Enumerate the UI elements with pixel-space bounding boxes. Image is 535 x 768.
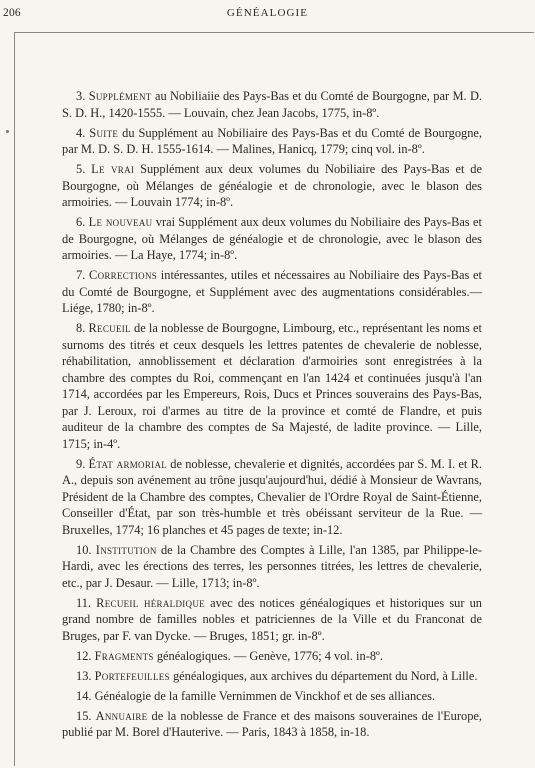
entry-lead: Recueil héraldique: [96, 595, 205, 610]
list-item: [62, 708, 482, 741]
entry-text: de noblesse, chevalerie et dignités, accordées par S. M. I. et R. A., depuis son avénement au trône jusqu'aujourd'hui, dédié à Monsieur de Wavrans, Président de la Chambre des comptes, Chevalier de l'Ordre Royal de Saint-Étienne, Conseiller d'État, par son très-humble et très obéissant serviteur de la Rue. — Bruxelles, 1774; 16 planches et 45 pages de texte; in-12.: [62, 456, 482, 537]
entry-number: 7.: [76, 268, 86, 282]
entry-number: 6.: [76, 215, 86, 229]
list-item: [62, 668, 482, 685]
entry-text: de la Chambre des Comptes à Lille, l'an 1385, par Philippe-le-Hardi, avec les érections des terres, les personnes titrées, les lettres de chevalerie, etc., par J. Desaur. — Lille, 1713; in-8º.: [62, 542, 482, 590]
bibliography-list: [62, 88, 482, 744]
entry-lead: Fragments: [94, 648, 154, 663]
entry-text: Supplément aux deux volumes du Nobiliaire des Pays-Bas et de Bourgogne, où Mélanges de généalogie et de chronologie, avec le blason des armoiries. — Louvain 1774; in-8º.: [62, 162, 482, 209]
entry-number: 11.: [76, 595, 92, 610]
entry-number: 10.: [76, 542, 92, 557]
entry-number: 9.: [76, 456, 86, 471]
entry-lead: Recueil: [88, 321, 131, 335]
list-item: [62, 125, 482, 158]
entry-number: 8.: [76, 321, 86, 335]
entry-lead: Le vrai: [91, 162, 135, 176]
entry-lead: Suite: [89, 125, 119, 140]
entry-lead: Supplément: [88, 89, 152, 103]
page-number: 206: [3, 7, 21, 19]
entry-number: 15.: [76, 708, 92, 723]
entry-lead: Portefeuilles: [94, 668, 170, 683]
list-item: [62, 320, 482, 452]
list-item: [62, 648, 482, 665]
list-item: [62, 161, 482, 211]
entry-text: intéressantes, utiles et nécessaires au Nobiliaire des Pays-Bas et du Comté de Bourgogne, et Supplément avec des augmentations considérables.— Liége, 1780; in-8º.: [62, 268, 482, 315]
list-item: [62, 542, 482, 592]
list-item: [62, 595, 482, 645]
entry-number: 12.: [76, 648, 92, 663]
entry-text: de la noblesse de Bourgogne, Limbourg, etc., représentant les noms et surnoms des titrés et ceux desquels les lettres patentes de chevalerie de noblesse, réhabilitation, annoblissement et déclaration d'armoiries sont enregistrées à la chambre des comptes du Roi, commençant en l'an 1424 et continuées jusqu'à l'an 1714, accordées par les Empereurs, Rois, Ducs et Princes souverains des Pays-Bas, par J. Leroux, roi d'armes au titre de la province et comté de Flandre, et puis auditeur de la chambre des comptes de Sa Majesté, de ladite province. — Lille, 1715; in-4º.: [62, 321, 482, 451]
entry-lead: Annuaire: [95, 708, 148, 723]
list-item: [62, 267, 482, 317]
running-title: GÉNÉALOGIE: [226, 7, 309, 19]
entry-number: 14.: [76, 688, 92, 703]
entry-lead: Le nouveau: [88, 215, 153, 229]
list-item: [62, 88, 482, 121]
entry-lead: Corrections: [89, 268, 158, 282]
list-item: [62, 214, 482, 264]
entry-text: de la noblesse de France et des maisons souveraines de l'Europe, publié par M. Borel d'Hauterive. — Paris, 1843 à 1858, in-18.: [62, 708, 482, 739]
list-item: [62, 456, 482, 539]
margin-mark: [6, 130, 9, 133]
entry-text: généalogiques. — Genève, 1776; 4 vol. in-8º.: [153, 648, 383, 663]
entry-number: 3.: [76, 89, 86, 103]
list-item: [62, 688, 482, 705]
entry-lead: Institution: [95, 542, 157, 557]
entry-text: généalogiques, aux archives du département du Nord, à Lille.: [169, 668, 478, 683]
entry-lead: État armorial: [88, 456, 168, 471]
entry-number: 4.: [76, 125, 86, 140]
page-header: [0, 4, 535, 24]
entry-text: vrai Supplément aux deux volumes du Nobiliaire des Pays-Bas et de Bourgogne, où Mélanges de généalogie et de chronologie, avec le blason des armoiries. — La Haye, 1774; in-8º.: [62, 215, 482, 262]
entry-text: avec des notices généalogiques et historiques sur un grand nombre de familles nobles et patriciennes de la Ville et du Franconat de Bruges, par F. van Dycke. — Bruges, 1851; gr. in-8º.: [62, 595, 482, 643]
entry-number: 5.: [76, 162, 86, 176]
entry-text: au Nobiliaiie des Pays-Bas et du Comté de Bourgogne, par M. D. S. D. H., 1420-1555. — Louvain, chez Jean Jacobs, 1775, in-8º.: [62, 89, 482, 120]
entry-text: du Supplément au Nobiliaire des Pays-Bas et du Comté de Bourgogne, par M. D. S. D. H. 1555-1614. — Malines, Hanicq, 1779; cinq vol. in-8º.: [62, 125, 482, 156]
entry-text: Généalogie de la famille Vernimmen de Vinckhof et de ses alliances.: [94, 688, 436, 703]
entry-number: 13.: [76, 668, 92, 683]
